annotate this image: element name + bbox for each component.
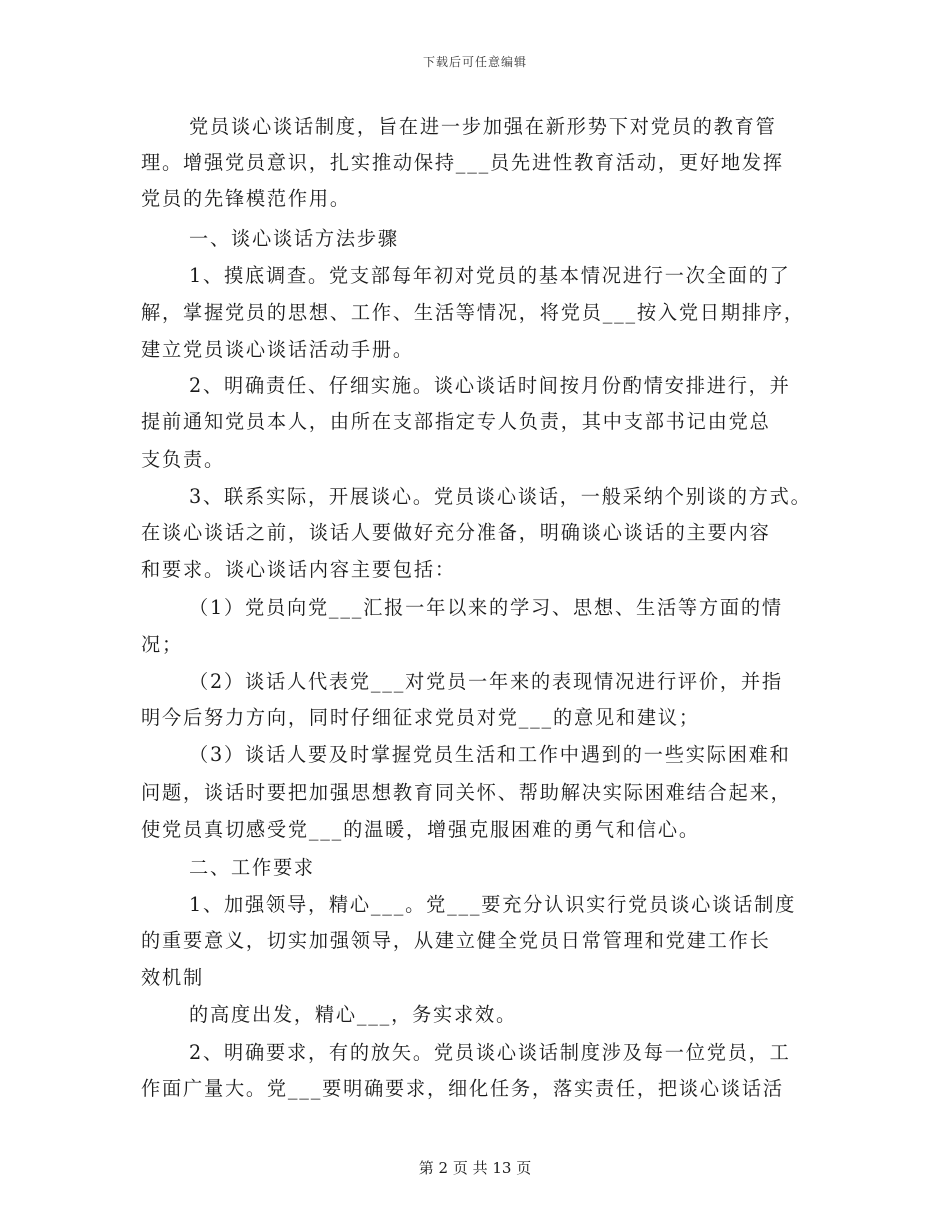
paragraph-line: 建立党员谈心谈话活动手册。	[141, 338, 414, 361]
paragraph-line: 解，掌握党员的思想、工作、生活等情况，将党员___按入党日期排序，	[141, 301, 805, 324]
paragraph-line: 理。增强党员意识，扎实推动保持___员先进性教育活动，更好地发挥	[141, 151, 784, 174]
paragraph-line: 提前通知党员本人，由所在支部指定专人负责，其中支部书记由党总	[141, 410, 771, 433]
paragraph-line: 作面广量大。党___要明确要求，细化任务，落实责任，把谈心谈话活	[141, 1077, 784, 1100]
paragraph-line: 况；	[141, 633, 183, 656]
paragraph-line: 党员谈心谈话制度，旨在进一步加强在新形势下对党员的教育管	[189, 115, 777, 138]
paragraph-line: 1、加强领导，精心___。党___要充分认识实行党员谈心谈话制度	[189, 893, 797, 916]
paragraph-line: 使党员真切感受党___的温暖，增强克服困难的勇气和信心。	[141, 818, 700, 841]
page-footer: 第 2 页 共 13 页	[418, 1159, 532, 1177]
paragraph-line: 的重要意义，切实加强领导，从建立健全党员日常管理和党建工作长	[141, 929, 771, 952]
paragraph-line: （3）谈话人要及时掌握党员生活和工作中遇到的一些实际困难和	[189, 743, 791, 766]
paragraph-line: 2、明确责任、仔细实施。谈心谈话时间按月份酌情安排进行，并	[189, 374, 791, 397]
paragraph-line: 2、明确要求，有的放矢。党员谈心谈话制度涉及每一位党员，工	[189, 1041, 791, 1064]
paragraph-line: 支负责。	[141, 448, 225, 471]
paragraph-line: 和要求。谈心谈话内容主要包括：	[141, 558, 456, 581]
paragraph-line: 3、联系实际，开展谈心。党员谈心谈话，一般采纳个别谈的方式。	[189, 485, 812, 508]
section-heading: 二、工作要求	[189, 856, 315, 879]
section-heading: 一、谈心谈话方法步骤	[189, 227, 399, 250]
paragraph-line: （2）谈话人代表党___对党员一年来的表现情况进行评价，并指	[189, 670, 783, 693]
paragraph-line: 问题，谈话时要把加强思想教育同关怀、帮助解决实际困难结合起来，	[141, 781, 792, 804]
page-header: 下载后可任意编辑	[422, 55, 527, 69]
paragraph-line: 的高度出发，精心___，务实求效。	[189, 1003, 518, 1026]
paragraph-line: 1、摸底调查。党支部每年初对党员的基本情况进行一次全面的了	[189, 264, 791, 287]
paragraph-line: 效机制	[141, 966, 204, 989]
paragraph-line: 党员的先锋模范作用。	[141, 187, 351, 210]
paragraph-line: 在谈心谈话之前，谈话人要做好充分准备，明确谈心谈话的主要内容	[141, 521, 771, 544]
paragraph-line: 明今后努力方向，同时仔细征求党员对党___的意见和建议；	[141, 706, 700, 729]
paragraph-line: （1）党员向党___汇报一年以来的学习、思想、生活等方面的情	[189, 596, 783, 619]
